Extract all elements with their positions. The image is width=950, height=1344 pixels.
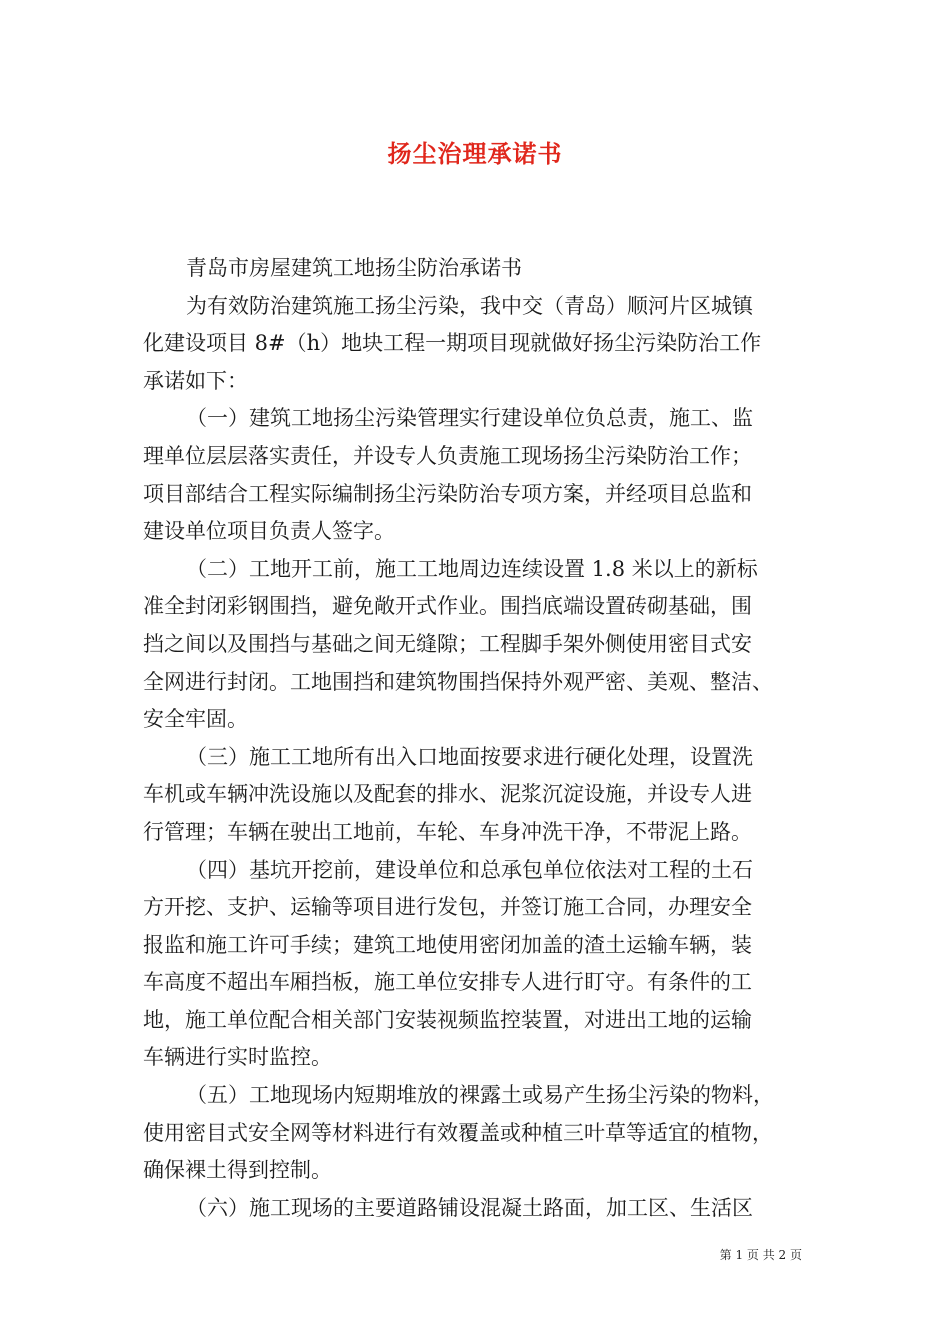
body-text-line: 方开挖、支护、运输等项目进行发包，并签订施工合同，办理安全: [143, 895, 752, 920]
body-text-line: 车高度不超出车厢挡板，施工单位安排专人进行盯守。有条件的工: [143, 970, 752, 995]
document-title: 扬尘治理承诺书: [387, 139, 563, 168]
page-footer: 第 1 页 共 2 页: [719, 1248, 802, 1262]
body-text-line: 地，施工单位配合相关部门安装视频监控装置，对进出工地的运输: [143, 1007, 752, 1032]
body-text-line: 使用密目式安全网等材料进行有效覆盖或种植三叶草等适宜的植物，: [143, 1120, 773, 1145]
body-text-line: （五）工地现场内短期堆放的裸露土或易产生扬尘污染的物料，: [186, 1083, 774, 1108]
body-text-line: 全网进行封闭。工地围挡和建筑物围挡保持外观严密、美观、整洁、: [143, 669, 773, 694]
document-subtitle: 青岛市房屋建筑工地扬尘防治承诺书: [186, 256, 522, 280]
body-text-line: 报监和施工许可手续；建筑工地使用密闭加盖的渣土运输车辆，装: [143, 932, 752, 957]
body-text-line: （一）建筑工地扬尘污染管理实行建设单位负总责，施工、监: [186, 406, 753, 431]
body-text-line: （四）基坑开挖前，建设单位和总承包单位依法对工程的土石: [186, 857, 753, 882]
body-text-line: 建设单位项目负责人签字。: [143, 519, 395, 544]
body-text-line: 为有效防治建筑施工扬尘污染，我中交（青岛）顺河片区城镇: [186, 293, 753, 318]
body-text-line: 承诺如下：: [143, 368, 248, 393]
body-text-line: 安全牢固。: [143, 707, 248, 732]
body-text-line: 挡之间以及围挡与基础之间无缝隙；工程脚手架外侧使用密目式安: [143, 631, 752, 656]
body-text-line: 行管理；车辆在驶出工地前，车轮、车身冲洗干净，不带泥上路。: [143, 819, 752, 844]
body-text-line: 确保裸土得到控制。: [143, 1158, 332, 1183]
document-body: [143, 250, 823, 1227]
body-text-line: （六）施工现场的主要道路铺设混凝土路面，加工区、生活区: [186, 1195, 753, 1220]
body-text-line: 车机或车辆冲洗设施以及配套的排水、泥浆沉淀设施，并设专人进: [143, 782, 752, 807]
body-text-line: 车辆进行实时监控。: [143, 1045, 332, 1070]
body-text-line: 化建设项目 8#（h）地块工程一期项目现就做好扬尘污染防治工作: [143, 331, 762, 356]
body-text-line: 理单位层层落实责任，并设专人负责施工现场扬尘污染防治工作；: [143, 443, 752, 468]
body-text-line: 项目部结合工程实际编制扬尘污染防治专项方案，并经项目总监和: [143, 481, 752, 506]
body-text-line: （三）施工工地所有出入口地面按要求进行硬化处理，设置洗: [186, 744, 753, 769]
body-text-line: 准全封闭彩钢围挡，避免敞开式作业。围挡底端设置砖砌基础，围: [143, 594, 752, 619]
body-text-line: （二）工地开工前，施工工地周边连续设置 1.8 米以上的新标: [186, 556, 758, 581]
